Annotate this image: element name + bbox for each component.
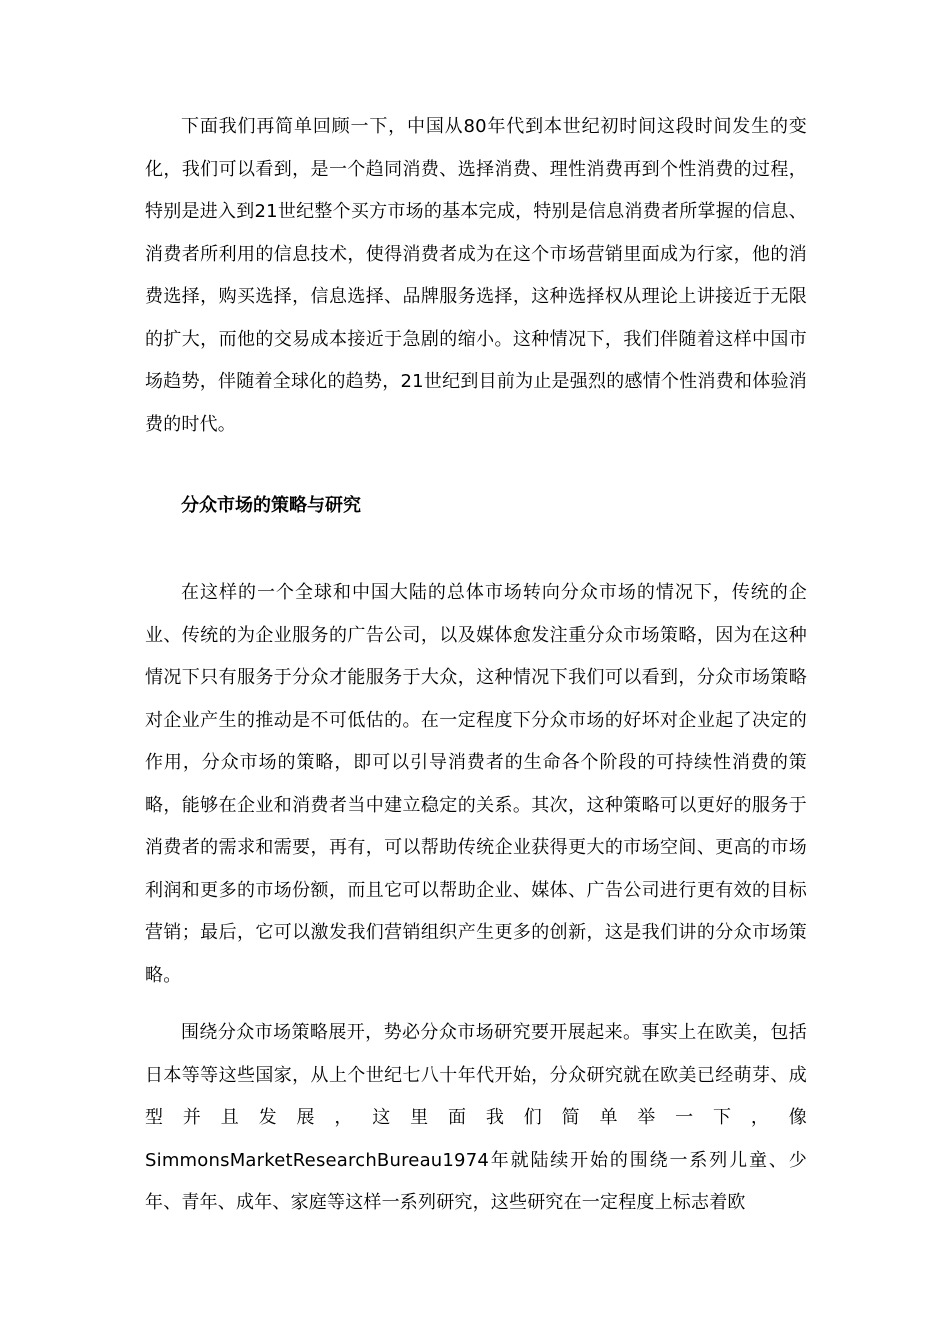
paragraph-consumption-history: 下面我们再简单回顾一下，中国从80年代到本世纪初时间这段时间发生的变化，我们可以看到，是一个趋同消费、选择消费、理性消费再到个性消费的过程，特别是进入到21世纪整个买方市场的基本完成，特别是信息消费者所掌握的信息、消费者所利用的信息技术，使得消费者成为在这个市场营销里面成为行家，他的消费选择，购买选择，信息选择、品牌服务选择，这种选择权从理论上讲接近于无限的扩大，而他的交易成本接近于急剧的缩小。这种情况下，我们伴随着这样中国市场趋势，伴随着全球化的趋势，21世纪到目前为止是强烈的感情个性消费和体验消费的时代。 [145,116,807,435]
section-heading: 分众市场的策略与研究 [181,495,361,516]
paragraph-segment-strategy: 在这样的一个全球和中国大陆的总体市场转向分众市场的情况下，传统的企业、传统的为企业服务的广告公司，以及媒体愈发注重分众市场策略，因为在这种情况下只有服务于分众才能服务于大众，这种情况下我们可以看到，分众市场策略对企业产生的推动是不可低估的。在一定程度下分众市场的好坏对企业起了决定的作用，分众市场的策略，即可以引导消费者的生命各个阶段的可持续性消费的策略，能够在企业和消费者当中建立稳定的关系。其次，这种策略可以更好的服务于消费者的需求和需要，再有，可以帮助传统企业获得更大的市场空间、更高的市场利润和更多的市场份额，而且它可以帮助企业、媒体、广告公司进行更有效的目标营销；最后，它可以激发我们营销组织产生更多的创新，这是我们讲的分众市场策略。 [145,582,807,986]
paragraph-segment-research: 围绕分众市场策略展开，势必分众市场研究要开展起来。事实上在欧美，包括日本等等这些国家，从上个世纪七八十年代开始，分众研究就在欧美已经萌芽、成型并且发展，这里面我们简单举一下，像SimmonsMarketResearchBureau1974年就陆续开始的围绕一系列儿童、少年、青年、成年、家庭等这样一系列研究，这些研究在一定程度上标志着欧 [145,1022,807,1213]
